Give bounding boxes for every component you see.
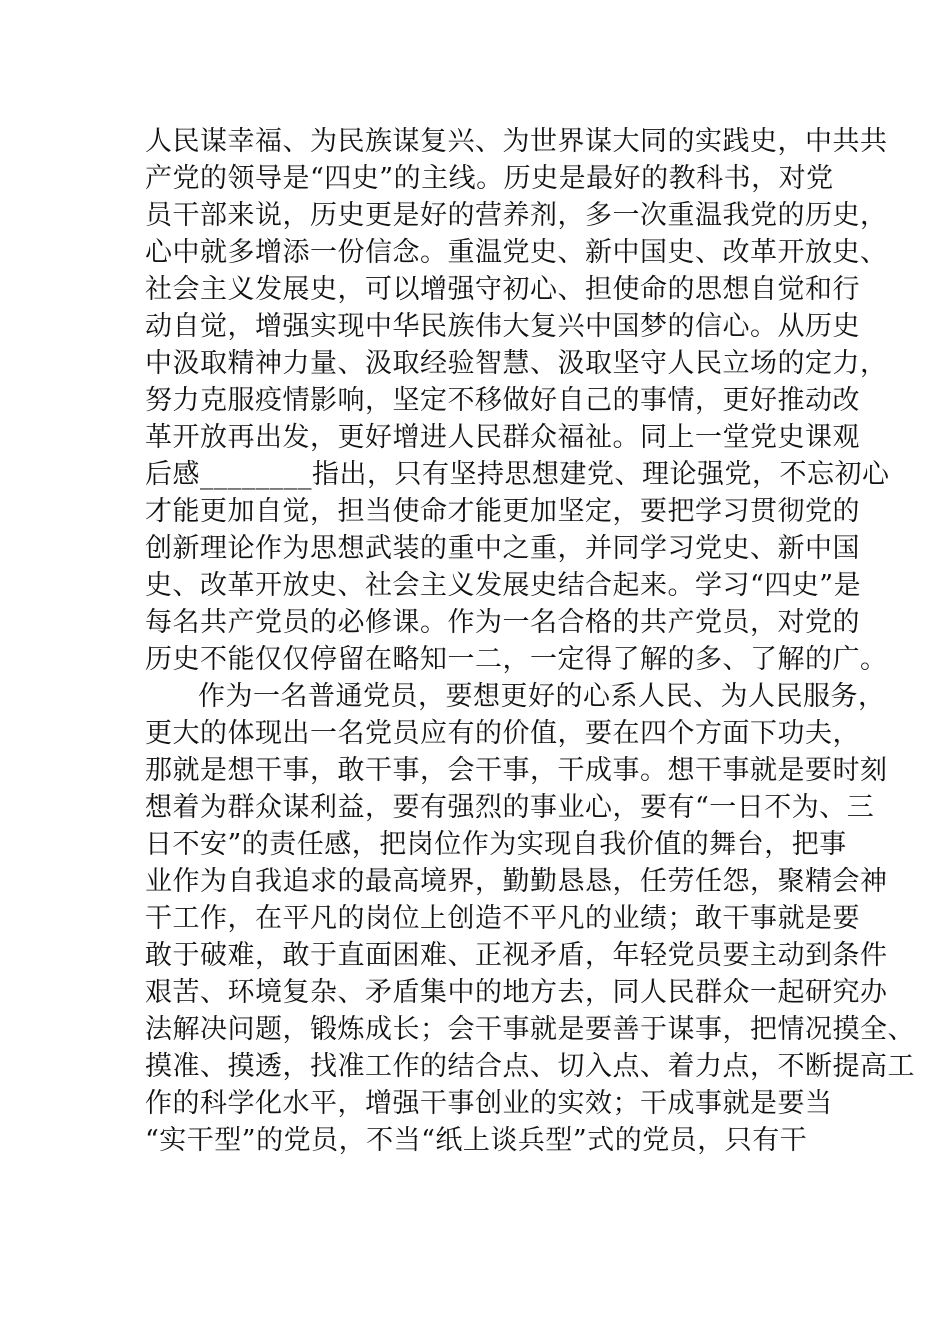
- paragraph-line: 努力克服疫情影响，坚定不移做好自己的事情，更好推动改: [145, 385, 860, 416]
- paragraph-line: 摸准、摸透，找准工作的结合点、切入点、着力点，不断提高工: [145, 1051, 915, 1082]
- paragraph-line: 社会主义发展史，可以增强守初心、担使命的思想自觉和行: [145, 274, 860, 305]
- paragraph-line: 历史不能仅仅停留在略知一二，一定得了解的多、了解的广。: [145, 644, 888, 675]
- paragraph-line: 艰苦、环境复杂、矛盾集中的地方去，同人民群众一起研究办: [145, 977, 888, 1008]
- paragraph-line: 敢于破难，敢于直面困难、正视矛盾，年轻党员要主动到条件: [145, 940, 888, 971]
- paragraph-line: 史、改革开放史、社会主义发展史结合起来。学习“四史”是: [145, 570, 862, 601]
- paragraph-line: 人民谋幸福、为民族谋复兴、为世界谋大同的实践史，中共共: [145, 126, 888, 157]
- paragraph-line: 日不安”的责任感，把岗位作为实现自我价值的舞台，把事: [145, 829, 847, 860]
- paragraph-line: 革开放再出发，更好增进人民群众福祉。同上一堂党史课观: [145, 422, 860, 453]
- paragraph-line: 产党的领导是“四史”的主线。历史是最好的教科书，对党: [145, 163, 834, 194]
- paragraph-line: 中汲取精神力量、汲取经验智慧、汲取坚守人民立场的定力，: [145, 348, 888, 379]
- paragraph-line: 更大的体现出一名党员应有的价值，要在四个方面下功夫，: [145, 718, 860, 749]
- paragraph-line: 每名共产党员的必修课。作为一名合格的共产党员，对党的: [145, 607, 860, 638]
- paragraph-first-line: 作为一名普通党员，要想更好的心系人民、为人民服务，: [198, 681, 886, 712]
- paragraph-line: “实干型”的党员，不当“纸上谈兵型”式的党员，只有干: [145, 1125, 808, 1156]
- paragraph-line: 干工作，在平凡的岗位上创造不平凡的业绩；敢干事就是要: [145, 903, 860, 934]
- paragraph-line: 才能更加自觉，担当使命才能更加坚定，要把学习贯彻党的: [145, 496, 860, 527]
- paragraph-line: 作的科学化水平，增强干事创业的实效；干成事就是要当: [145, 1088, 833, 1119]
- paragraph-line: 后感________指出，只有坚持思想建党、理论强党，不忘初心: [145, 459, 890, 490]
- paragraph-line: 那就是想干事，敢干事，会干事，干成事。想干事就是要时刻: [145, 755, 888, 786]
- paragraph-line: 业作为自我追求的最高境界，勤勤恳恳，任劳任怨，聚精会神: [145, 866, 888, 897]
- paragraph-line: 法解决问题，锻炼成长；会干事就是要善于谋事，把情况摸全、: [145, 1014, 915, 1045]
- paragraph-line: 动自觉，增强实现中华民族伟大复兴中国梦的信心。从历史: [145, 311, 860, 342]
- paragraph-line: 创新理论作为思想武装的重中之重，并同学习党史、新中国: [145, 533, 860, 564]
- paragraph-line: 心中就多增添一份信念。重温党史、新中国史、改革开放史、: [145, 237, 888, 268]
- paragraph-line: 员干部来说，历史更是好的营养剂，多一次重温我党的历史，: [145, 200, 888, 231]
- paragraph-line: 想着为群众谋利益，要有强烈的事业心，要有“一日不为、三: [145, 792, 875, 823]
